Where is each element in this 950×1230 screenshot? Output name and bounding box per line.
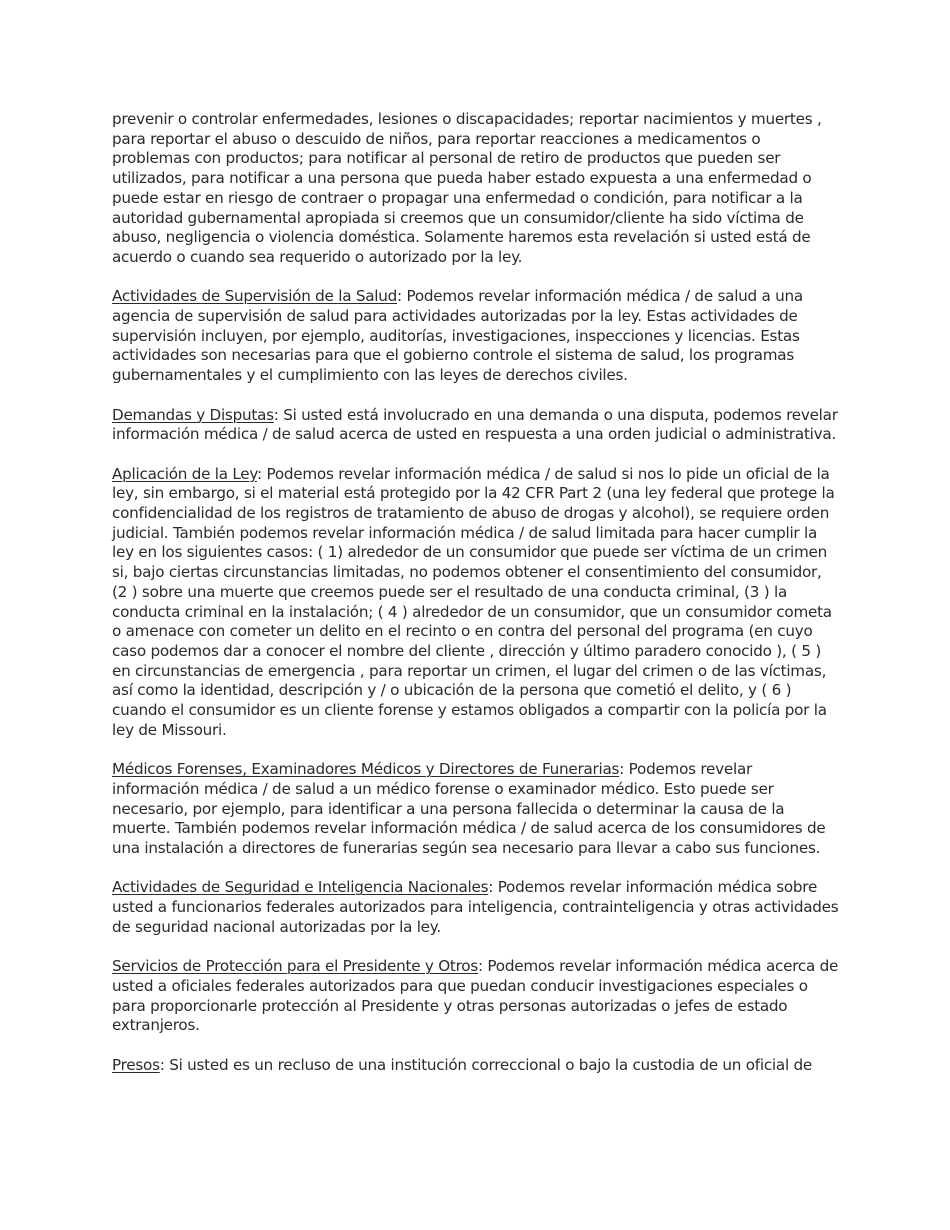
- paragraph-body: : Podemos revelar información médica / de salud a una agencia de supervisión de salud para actividades autorizadas por la ley. Estas actividades de supervisión incluyen, por ejemplo, auditorías, investigaciones, inspecciones y licencias. Estas actividades son necesarias para que el gobierno controle el sistema de salud, los programas gubernamentales y el cumplimiento con las leyes de derechos civiles.: [112, 287, 803, 385]
- section-heading: Actividades de Seguridad e Inteligencia Nacionales: [112, 878, 489, 897]
- section-heading: Servicios de Protección para el Presidente y Otros: [112, 957, 478, 976]
- document-page: [112, 110, 840, 1095]
- paragraph-inmates: [112, 1056, 840, 1076]
- paragraph-body: : Podemos revelar información médica / de salud si nos lo pide un oficial de la ley, sin embargo, si el material está protegido por la 42 CFR Part 2 (una ley federal que protege la confidencialidad de los registros de tratamiento de abuso de drogas y alcohol), se requiere orden judicial. También podemos revelar información médica / de salud limitada para hacer cumplir la ley en los siguientes casos: ( 1) alrededor de un consumidor que puede ser víctima de un crimen si, bajo ciertas circunstancias limitadas, no podemos obtener el consentimiento del consumidor, (2 ) sobre una muerte que creemos puede ser el resultado de una conducta criminal, (3 ) la conducta criminal en la instalación; ( 4 ) alrededor de un consumidor, que un consumidor cometa o amenace con cometer un delito en el recinto o en contra del personal del programa (en cuyo caso podemos dar a conocer el nombre del cliente , dirección y último paradero conocido ), ( 5 ) en circunstancias de emergencia , para reportar un crimen, el lugar del crimen o de las víctimas, así como la identidad, descripción y / o ubicación de la persona que cometió el delito, y ( 6 ) cuando el consumidor es un cliente forense y estamos obligados a compartir con la policía por la ley de Missouri.: [112, 464, 835, 739]
- paragraph-body: prevenir o controlar enfermedades, lesiones o discapacidades; reportar nacimientos y muertes , para reportar el abuso o descuido de niños, para reportar reacciones a medicamentos o problemas con productos; para notificar al personal de retiro de productos que pueden ser utilizados, para notificar a una persona que pueda haber estado expuesta a una enfermedad o puede estar en riesgo de contraer o propagar una enfermedad o condición, para notificar a la autoridad gubernamental apropiada si creemos que un consumidor/cliente ha sido víctima de abuso, negligencia o violencia doméstica. Solamente haremos esta revelación si usted está de acuerdo o cuando sea requerido o autorizado por la ley.: [112, 110, 822, 266]
- paragraph-coroners: [112, 760, 840, 859]
- paragraph-national-security: [112, 878, 840, 937]
- paragraph-body: : Si usted es un recluso de una institución correccional o bajo la custodia de un oficial de: [159, 1055, 812, 1074]
- paragraph-lawsuits: [112, 406, 840, 445]
- section-heading: Demandas y Disputas: [112, 405, 274, 424]
- paragraph-body: : Podemos revelar información médica / de salud a un médico forense o examinador médico. Esto puede ser necesario, por ejemplo, para identificar a una persona fallecida o determinar la causa de la muerte. También podemos revelar información médica / de salud acerca de los consumidores de una instalación a directores de funerarias según sea necesario para llevar a cabo sus funciones.: [112, 760, 826, 857]
- paragraph-body: : Podemos revelar información médica acerca de usted a oficiales federales autorizados para que puedan conducir investigaciones especiales o para proporcionarle protección al Presidente y otras personas autorizadas o jefes de estado extranjeros.: [112, 957, 839, 1035]
- paragraph-body: : Podemos revelar información médica sobre usted a funcionarios federales autorizados para inteligencia, contrainteligencia y otras actividades de seguridad nacional autorizadas por la ley.: [112, 878, 839, 936]
- section-heading: Médicos Forenses, Examinadores Médicos y Directores de Funerarias: [112, 760, 620, 779]
- paragraph-protective-services: [112, 957, 840, 1036]
- paragraph-law-enforcement: [112, 465, 840, 741]
- section-heading: Presos: [112, 1055, 160, 1074]
- paragraph-health-oversight: [112, 287, 840, 386]
- section-heading: Actividades de Supervisión de la Salud: [112, 287, 398, 306]
- section-heading: Aplicación de la Ley: [112, 464, 258, 483]
- paragraph-public-health: [112, 110, 840, 268]
- paragraph-body: : Si usted está involucrado en una demanda o una disputa, podemos revelar información médica / de salud acerca de usted en respuesta a una orden judicial o administrativa.: [112, 405, 838, 444]
